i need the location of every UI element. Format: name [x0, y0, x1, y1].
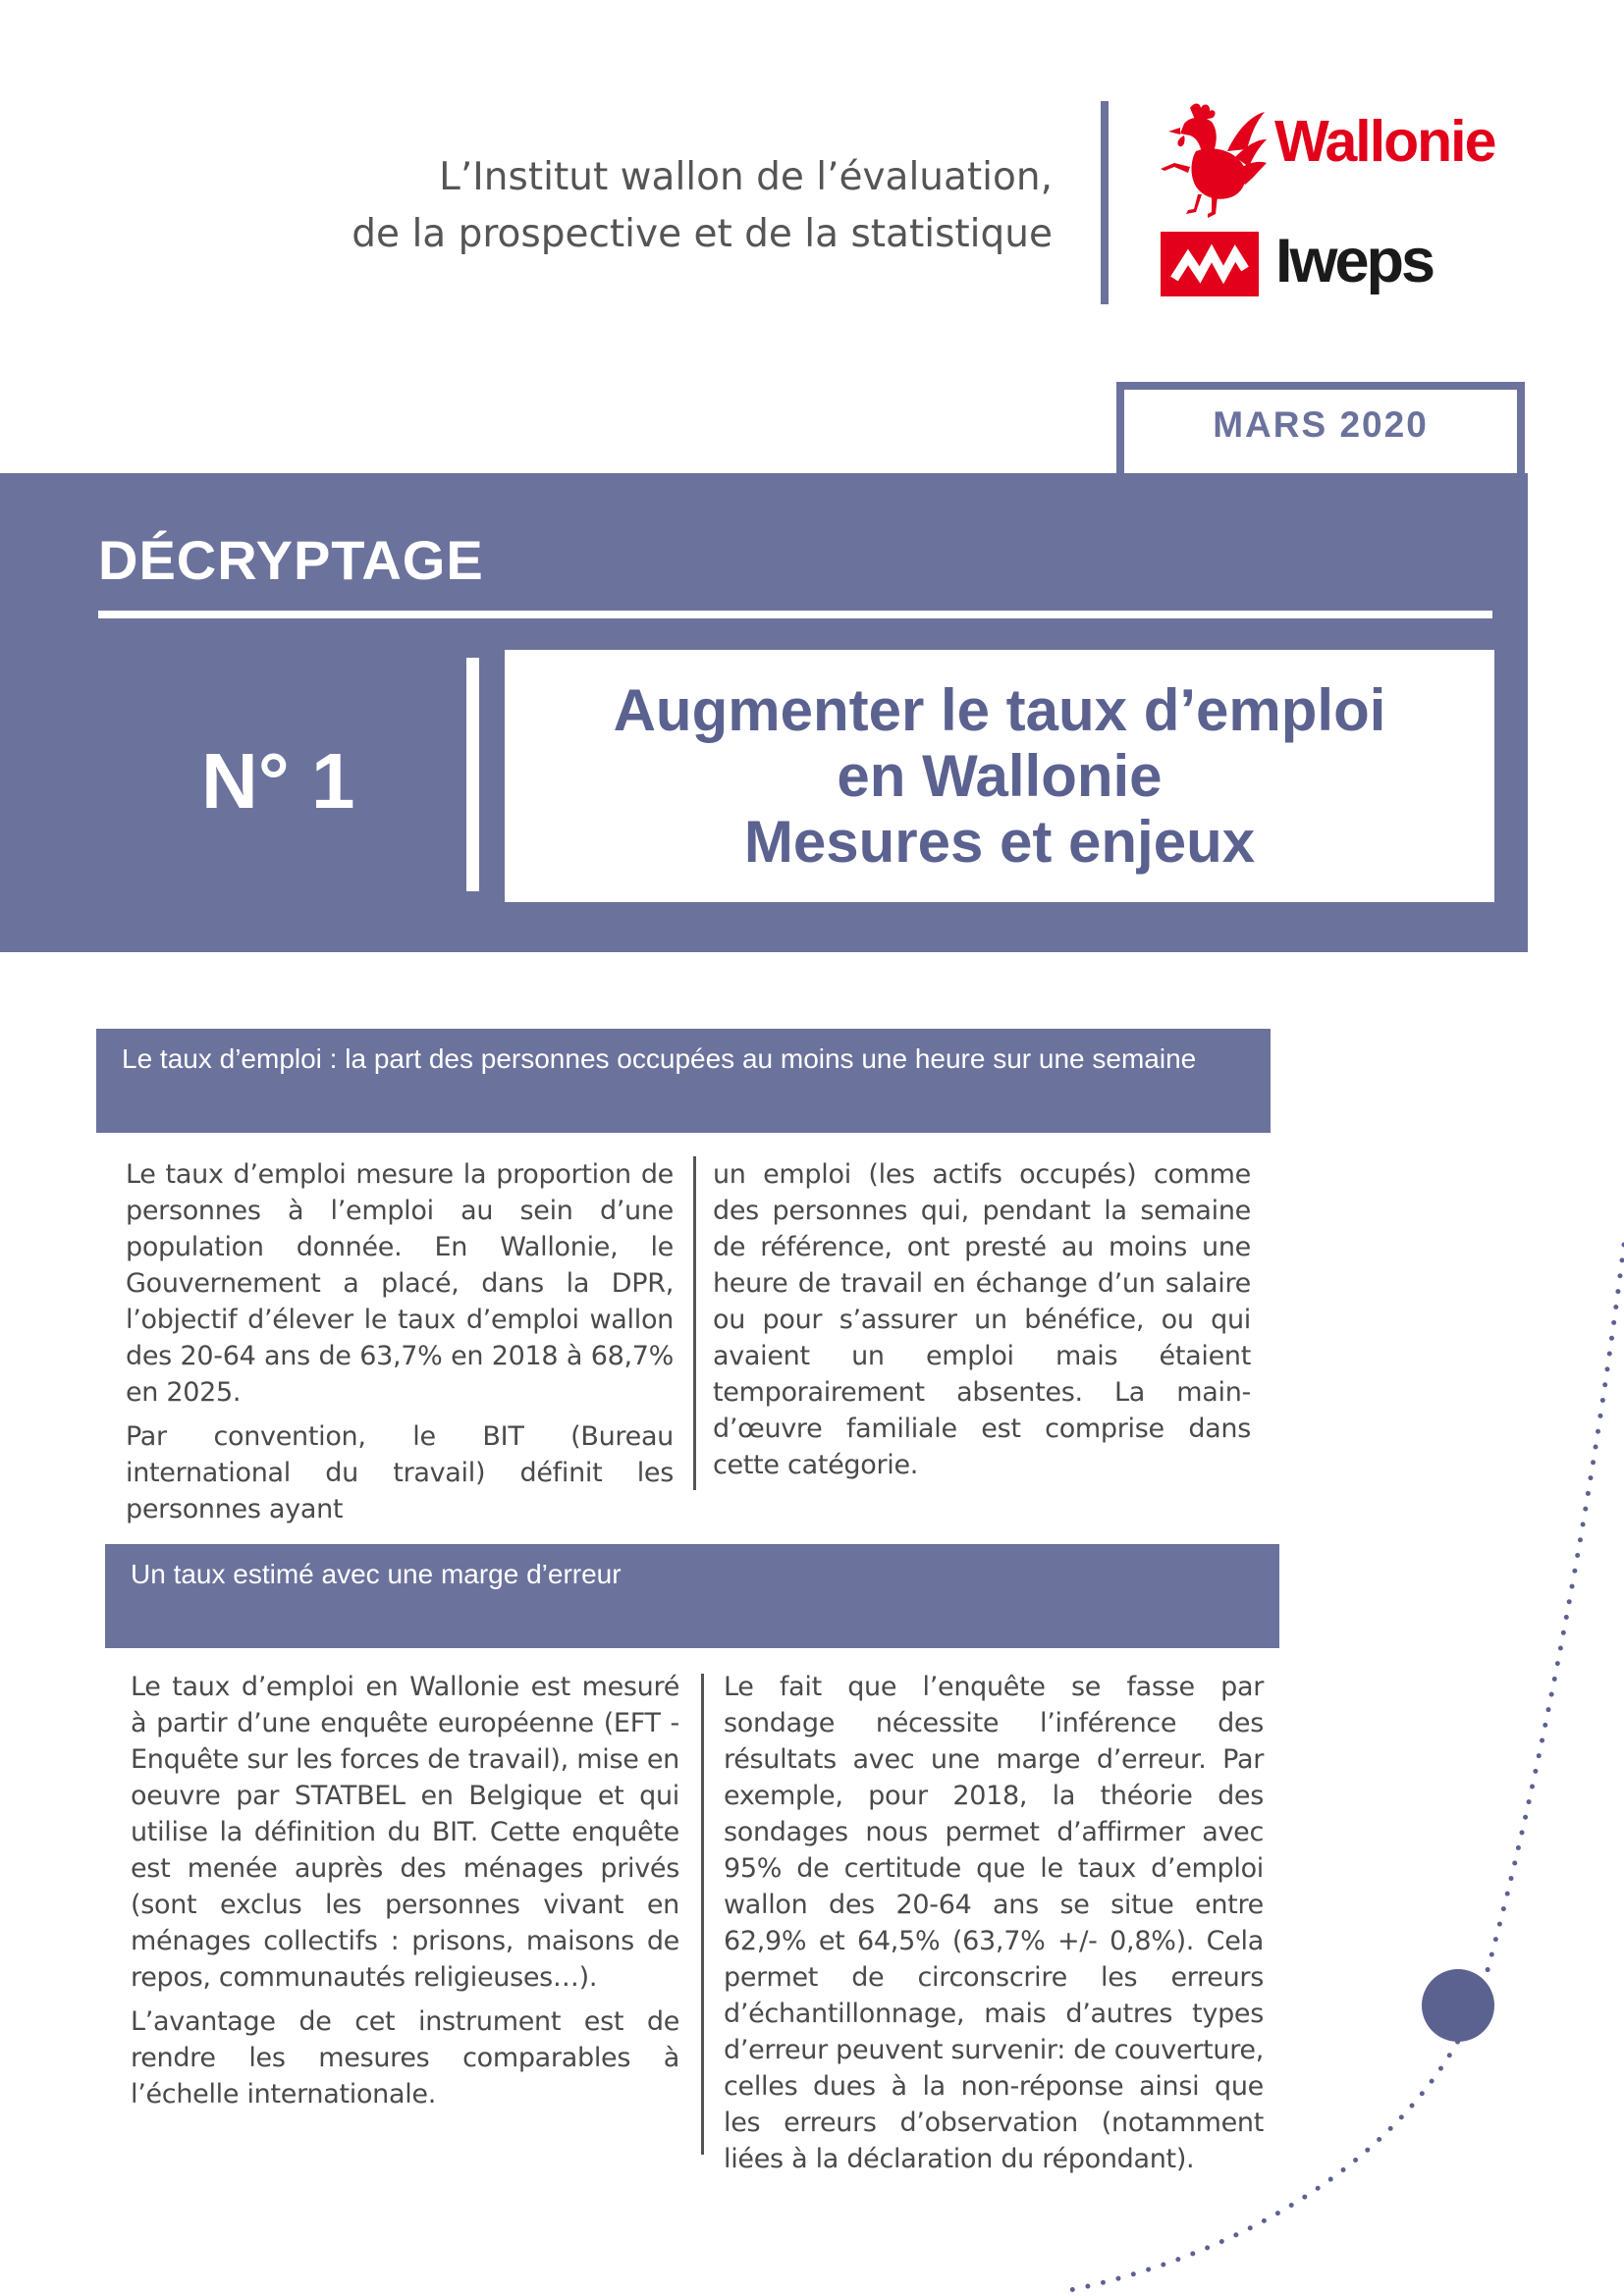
wallonie-logo-text: Wallonie [1274, 109, 1495, 174]
section-2-heading: Un taux estimé avec une marge d’erreur [105, 1544, 1279, 1648]
section-1-column-1 [126, 1156, 674, 1535]
paragraph: Le fait que l’enquête se fasse par sondage nécessite l’inférence des résultats avec une marge d’erreur. Par exemple, pour 2018, la théorie des sondages nous permet d’affirmer avec 95% de certitude que le taux d’emploi wallon des 20-64 ans se situe entre 62,9% et 64,5% (63,7% +/- 0,8%). Cela permet de circonscrire les erreurs d’échantillonnage, mais d’autres types d’erreur peuvent survenir: de couverture, celles dues à la non-réponse ainsi que les erreurs d’observation (notamment liées à la déclaration du répondant). [724, 1672, 1264, 2174]
issue-number: N° 1 [201, 737, 355, 825]
document-title [614, 677, 1386, 875]
title-line-2: en Wallonie [837, 743, 1163, 809]
paragraph: Le taux d’emploi mesure la proportion de personnes à l’emploi au sein d’une population donnée. En Wallonie, le Gouvernement a placé, dans la DPR, l’objectif d’élever le taux d’emploi wallon des 20-64 ans de 63,7% en 2018 à 68,7% en 2025. [126, 1159, 674, 1408]
iweps-wave-icon [1161, 232, 1259, 296]
banner-vertical-rule [466, 658, 479, 891]
publication-date: MARS 2020 [1124, 390, 1517, 490]
column-divider [693, 1156, 696, 1490]
paragraph: L’avantage de cet instrument est de rendre les mesures comparables à l’échelle internationale. [131, 2006, 679, 2109]
section-1-column-2 [713, 1156, 1251, 1491]
iweps-logo [1161, 228, 1485, 298]
header-divider [1101, 101, 1109, 304]
institute-line-2: de la prospective et de la statistique [352, 212, 1053, 256]
title-banner [0, 473, 1528, 952]
iweps-emblem [1161, 232, 1259, 296]
paragraph: Le taux d’emploi en Wallonie est mesuré à partir d’une enquête européenne (EFT - Enquête sur les forces de travail), mise en oeuvre par STATBEL en Belgique et qui utilise la définition du BIT. Cette enquête est menée auprès des ménages privés (sont exclus les personnes vivant en ménages collectifs : prisons, maisons de repos, communautés religieuses…). [131, 1672, 679, 1993]
title-line-3: Mesures et enjeux [743, 809, 1256, 875]
paragraph: un emploi (les actifs occupés) comme des personnes qui, pendant la semaine de référence, ont presté au moins une heure de travail en échange d’un salaire ou pour s’assurer un bénéfice, ou qui avaient un emploi mais étaient temporairement absentes. La main-d’œuvre familiale est comprise dans cette catégorie. [713, 1159, 1251, 1480]
section-2-column-2 [724, 1669, 1264, 2185]
series-label: DÉCRYPTAGE [98, 529, 484, 591]
section-1-heading: Le taux d’emploi : la part des personnes occupées au moins une heure sur une semaine [96, 1029, 1271, 1133]
section-2-column-1 [131, 1669, 679, 2120]
iweps-logo-text: Iweps [1275, 227, 1434, 295]
rooster-icon [1157, 102, 1267, 218]
banner-rule [98, 611, 1492, 618]
paragraph: Par convention, le BIT (Bureau international du travail) définit les personnes ayant [126, 1421, 674, 1524]
column-divider [701, 1674, 704, 2155]
institute-line-1: L’Institut wallon de l’évaluation, [439, 155, 1053, 199]
wallonie-logo [1157, 102, 1530, 220]
institute-name [295, 149, 1053, 263]
title-box [505, 650, 1494, 902]
decorative-dot [1422, 1969, 1494, 2042]
title-line-1: Augmenter le taux d’emploi [613, 677, 1386, 743]
